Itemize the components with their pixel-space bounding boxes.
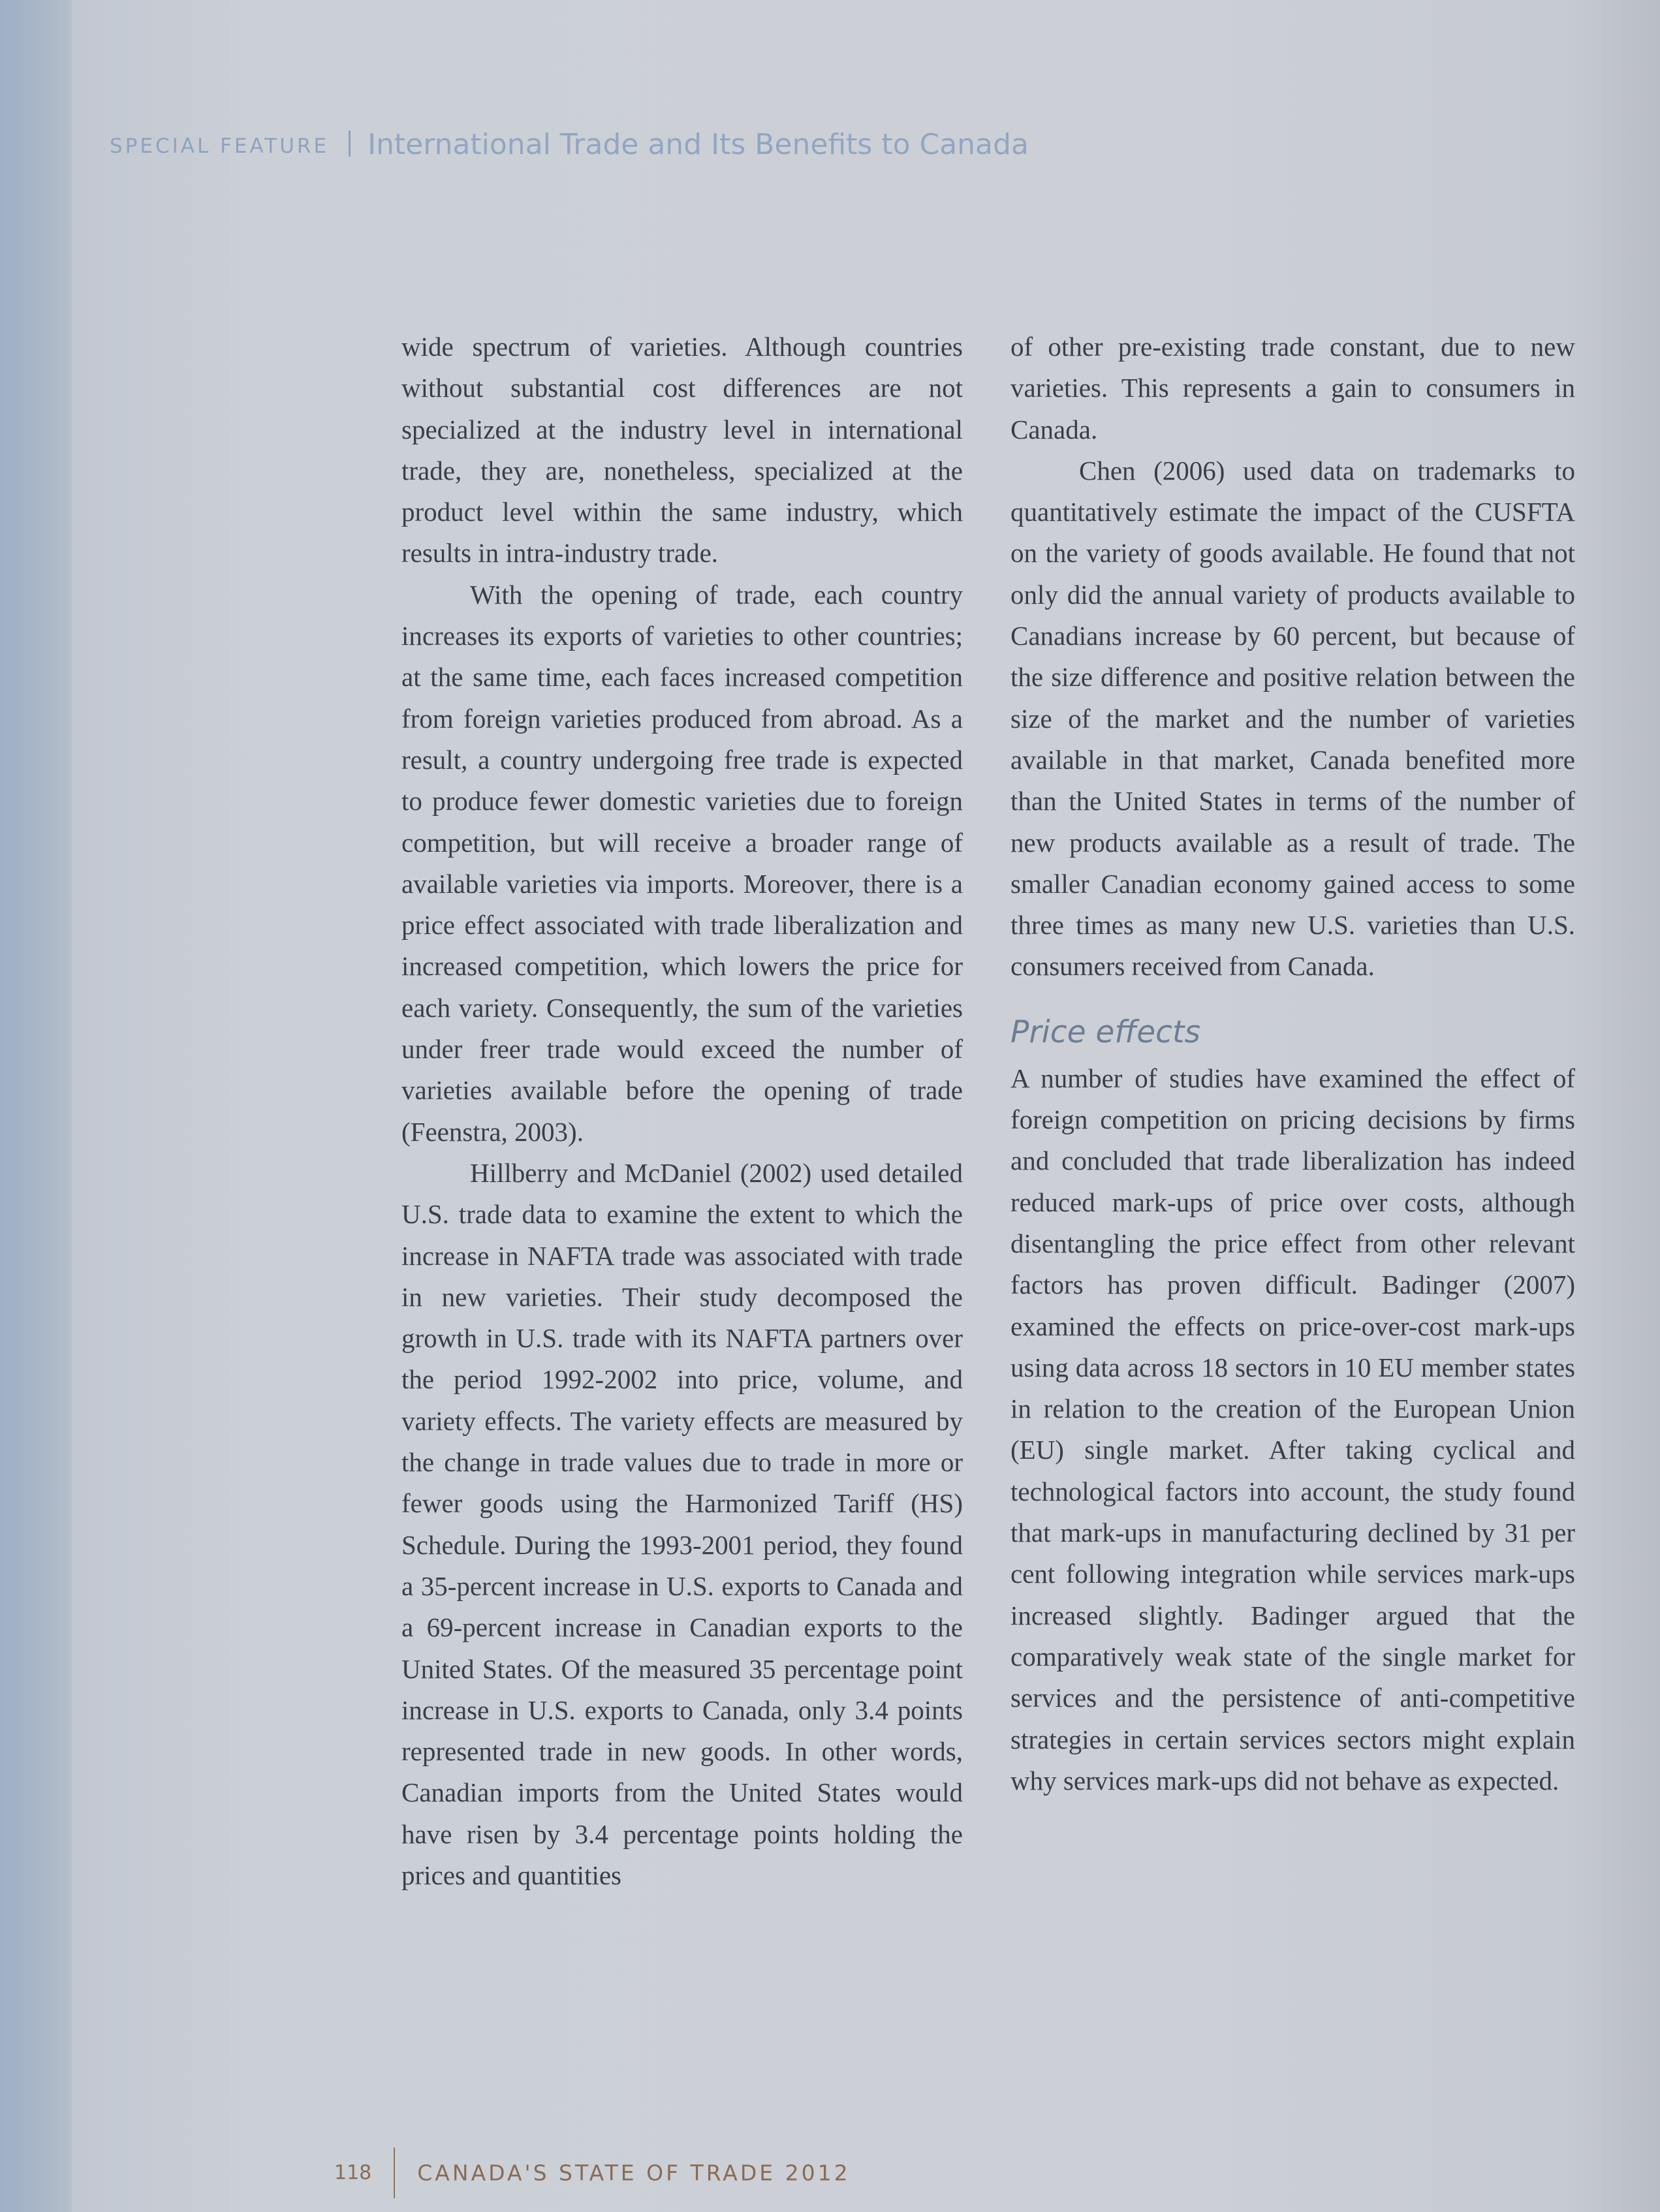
paragraph: of other pre-existing trade constant, due to new varieties. This represents a gain to consumers in Canada. bbox=[1010, 332, 1575, 444]
paragraph: Chen (2006) used data on trademarks to quantitatively estimate the impact of the CUSFTA on the variety of goods available. He found that not only did the annual variety of products available to Canadians increase by 60 percent, but because of the size difference and positive relation between the size of the market and the number of varieties available in that market, Canada benefited more than the United States in terms of the number of new products available as a result of trade. The smaller Canadian economy gained access to some three times as many new U.S. varieties than U.S. consumers received from Canada. bbox=[1010, 455, 1575, 982]
page-footer bbox=[334, 2147, 851, 2198]
paragraph: A number of studies have examined the effect of foreign competition on pricing decisions by firms and concluded that trade liberalization has indeed reduced mark-ups of price over costs, although disentangling the price effect from other relevant factors has proven difficult. Badinger (2007) examined the effects on price-over-cost mark-ups using data across 18 sectors in 10 EU member states in relation to the creation of the European Union (EU) single market. After taking cyclical and technological factors into account, the study found that mark-ups in manufacturing declined by 31 per cent following integration while services mark-ups increased slightly. Badinger argued that the comparatively weak state of the single market for services and the persistence of anti-competitive strategies in certain services sectors might explain why services mark-ups did not behave as expected. bbox=[1010, 1063, 1575, 1796]
running-header bbox=[110, 128, 1029, 161]
paragraph: wide spectrum of varieties. Although countries without substantial cost differences are not specialized at the industry level in international trade, they are, nonetheless, specialized at the product level within the same industry, which results in intra-industry trade. bbox=[401, 332, 963, 569]
paragraph: Hillberry and McDaniel (2002) used detailed U.S. trade data to examine the extent to which the increase in NAFTA trade was associated with trade in new varieties. Their study decomposed the growth in U.S. trade with its NAFTA partners over the period 1992-2002 into price, volume, and variety effects. The variety effects are measured by the change in trade values due to trade in more or fewer goods using the Harmonized Tariff (HS) Schedule. During the 1993-2001 period, they found a 35-percent increase in U.S. exports to Canada and a 69-percent increase in Canadian exports to the United States. Of the measured 35 percentage point increase in U.S. exports to Canada, only 3.4 points represented trade in new goods. In other words, Canadian imports from the United States would have risen by 3.4 percentage points holding the prices and quantities bbox=[401, 1157, 963, 1890]
page-number: 118 bbox=[334, 2161, 372, 2185]
footer-divider bbox=[394, 2147, 395, 2198]
paragraph: With the opening of trade, each country increases its exports of varieties to other countries; at the same time, each faces increased competition from foreign varieties produced from abroad. As a result, a country undergoing free trade is expected to produce fewer domestic varieties due to foreign competition, but will receive a broader range of available varieties via imports. Moreover, there is a price effect associated with trade liberalization and increased competition, which lowers the price for each variety. Consequently, the sum of the varieties under freer trade would exceed the number of varieties available before the opening of trade (Feenstra, 2003). bbox=[401, 579, 963, 1147]
right-column bbox=[1010, 326, 1575, 1801]
header-section-label: SPECIAL FEATURE bbox=[110, 134, 330, 158]
publication-title: CANADA'S STATE OF TRADE 2012 bbox=[417, 2160, 851, 2186]
left-column bbox=[401, 326, 963, 1896]
section-heading: Price effects bbox=[1010, 1014, 1200, 1050]
header-divider bbox=[349, 131, 351, 157]
page-binding-shadow bbox=[0, 0, 72, 2212]
header-title: International Trade and Its Benefits to Canada bbox=[368, 128, 1029, 161]
